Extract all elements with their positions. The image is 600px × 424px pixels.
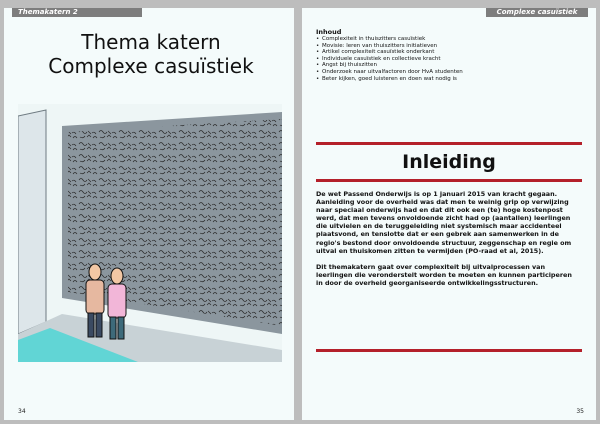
cartoon-illustration [18, 104, 282, 362]
page-number-right: 35 [576, 408, 584, 415]
toc-item: • Complexiteit in thuiszitters casuïstiek [316, 36, 546, 43]
wall-left [18, 110, 46, 334]
page-number-left: 34 [18, 408, 26, 415]
toc-item: • Individuele casuïstiek en collectieve kracht [316, 56, 546, 63]
toc-title: Inhoud [316, 28, 342, 36]
section-heading: Inleiding [402, 151, 496, 173]
toc-item: • Angst bij thuiszitten [316, 62, 546, 69]
left-header-tab: Themakatern 2 [12, 8, 142, 17]
toc-list [316, 36, 546, 82]
table-of-contents [316, 28, 546, 82]
toc-item: • Movisie: leren van thuiszitters initiatieven [316, 43, 546, 50]
left-page [4, 8, 294, 420]
intro-paragraph-1: De wet Passend Onderwijs is op 1 januari 2015 van kracht gegaan. Aanleiding voor de overheid was dat men te weinig grip op verwijzing naar speciaal onderwijs had en dat dit ook een (te) hoge kostenpost werd, dat men tevens onvoldoende zicht had op (aantallen) leerlingen die uitvielen en de teruggeleiding niet systemisch maar accidenteel plaatsvond, en tenslotte dat er een gebrek aan samenwerken in de regio's bestond door onvoldoende structuur, zeggenschap en regie om uitval en thuiskomen zitten te vermijden (PO-raad et al, 2015). [316, 190, 572, 255]
right-page [302, 8, 596, 420]
divider-under-heading [316, 179, 582, 182]
divider-top [316, 142, 582, 145]
page-title-line-1: Thema katern [81, 30, 221, 54]
right-header-tab: Complexe casuïstiek [486, 8, 588, 17]
toc-item: • Onderzoek naar uitvalfactoren door HvA studenten [316, 69, 546, 76]
toc-item: • Beter kijken, goed luisteren en doen wat nodig is [316, 76, 546, 83]
intro-paragraph-2: Dit themakatern gaat over complexiteit bij uitvalprocessen van leerlingen die veronderstelt worden te moeten en kunnen participeren in door de overheid georganiseerde ontwikkelingsstructuren. [316, 262, 572, 287]
toc-item: • Artikel complexiteit casuïstiek onderkant [316, 49, 546, 56]
divider-bottom [316, 349, 582, 352]
intro-text [316, 190, 578, 295]
page-title-line-2: Complexe casuïstiek [48, 54, 254, 78]
